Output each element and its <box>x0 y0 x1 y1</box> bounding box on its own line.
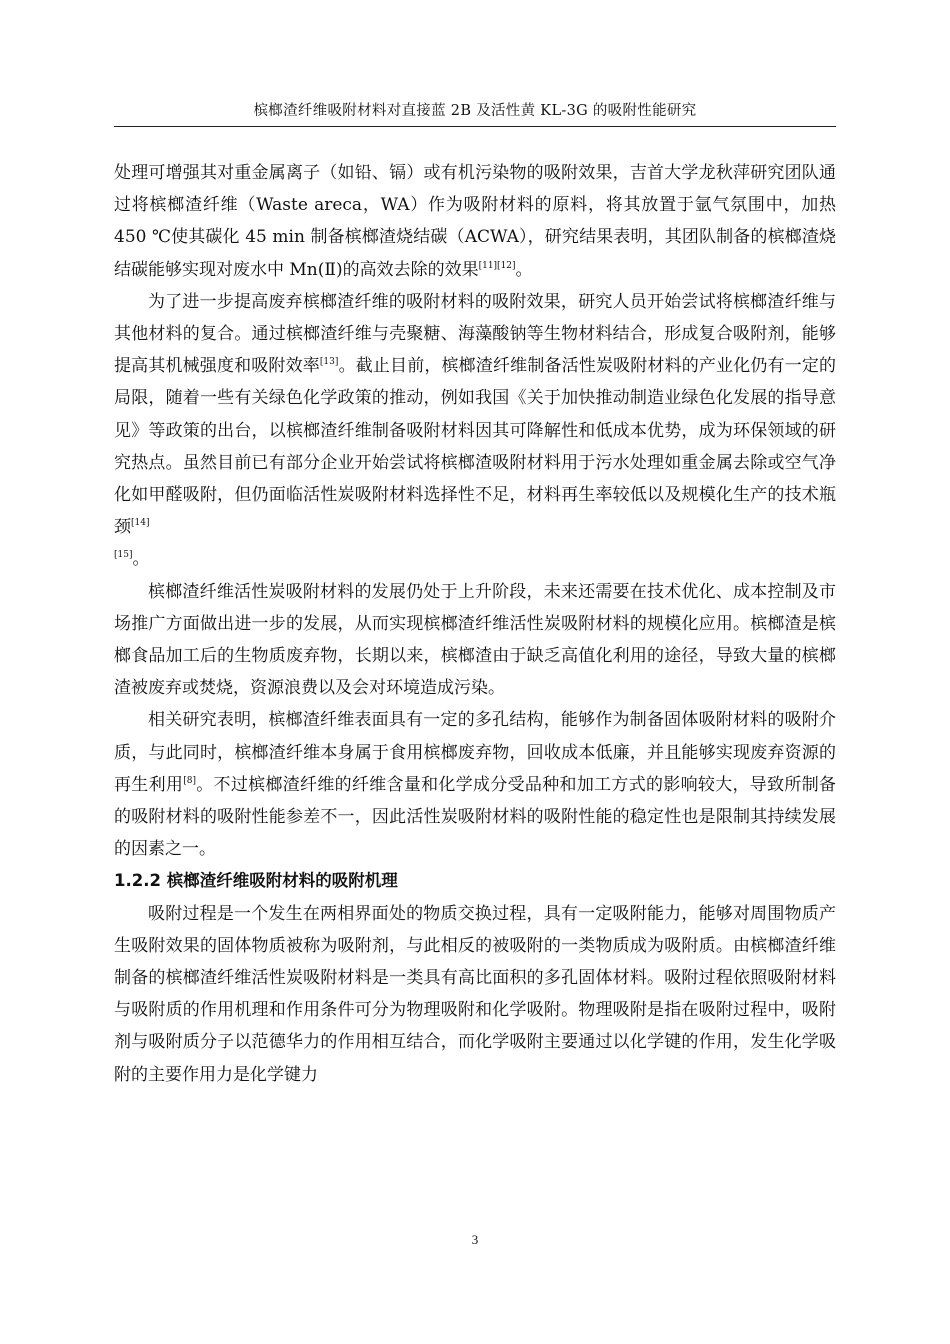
citation: [13] <box>319 357 339 368</box>
page-number: 3 <box>471 1232 479 1247</box>
paragraph <box>114 286 836 576</box>
paragraph-continued <box>114 157 836 286</box>
paragraph: 吸附过程是一个发生在两相界面处的物质交换过程，具有一定吸附能力，能够对周围物质产生吸附效果的固体物质被称为吸附剂，与此相反的被吸附的一类物质成为吸附质。由槟榔渣纤维制备的槟榔渣纤维活性炭吸附材料是一类具有高比面积的多孔固体材料。吸附过程依照吸附材料与吸附质的作用机理和作用条件可分为物理吸附和化学吸附。物理吸附是指在吸附过程中，吸附剂与吸附质分子以范德华力的作用相互结合，而化学吸附主要通过以化学键的作用，发生化学吸附的主要作用力是化学键力 <box>114 903 836 1085</box>
paragraph-text: 为了进一步提高废弃槟榔渣纤维的吸附材料的吸附效果，研究人员开始尝试将槟榔渣纤维与其他材料的复合。通过槟榔渣纤维与壳聚糖、海藻酸钠等生物材料结合，形成复合吸附剂，能够提高其机械强度和吸附效率 <box>114 291 836 377</box>
citation: [14] <box>131 518 150 529</box>
paragraph-text: 槟榔渣纤维活性炭吸附材料的发展仍处于上升阶段，未来还需要在技术优化、成本控制及市场推广方面做出进一步的发展，从而实现槟榔渣纤维活性炭吸附材料的规模化应用。槟榔渣是槟榔食品加工后的生物质废弃物，长期以来，槟榔渣由于缺乏高值化利用的途径，导致大量的槟榔渣被废弃或焚烧，资源浪费以及会对环境造成污染。 <box>114 581 836 699</box>
section-heading: 1.2.2 槟榔渣纤维吸附材料的吸附机理 <box>114 871 398 891</box>
paragraph <box>114 704 836 865</box>
citation: [8] <box>183 775 196 786</box>
paragraph <box>114 576 836 705</box>
paragraph-text: 。不过槟榔渣纤维的纤维含量和化学成分受品种和加工方式的影响较大，导致所制备的吸附材料的吸附性能参差不一，因此活性炭吸附材料的吸附性能的稳定性也是限制其持续发展的因素之一。 <box>114 774 837 860</box>
paragraph-text: 相关研究表明，槟榔渣纤维表面具有一定的多孔结构，能够作为制备固体吸附材料的吸附介质，与此同时，槟榔渣纤维本身属于食用槟榔废弃物，回收成本低廉，并且能够实现废弃资源的再生利用 <box>114 710 836 795</box>
citation: [11][12] <box>478 260 516 271</box>
paragraph-text: 。截止目前，槟榔渣纤维制备活性炭吸附材料的产业化仍有一定的局限，随着一些有关绿色化学政策的推动，例如我国《关于加快推动制造业绿色化发展的指导意见》等政策的出台，以槟榔渣纤维制备吸附材料因其可降解性和低成本优势，成为环保领域的研究热点。虽然目前已有部分企业开始尝试将槟榔渣吸附材料用于污水处理如重金属去除或空气净化如甲醛吸附，但仍面临活性炭吸附材料选择性不足，材料再生率较低以及规模化生产的技术瓶颈 <box>114 356 837 538</box>
citation: [15] <box>114 550 133 561</box>
running-header: 槟榔渣纤维吸附材料对直接蓝 2B 及活性黄 KL-3G 的吸附性能研究 <box>253 103 697 119</box>
paragraph-text: 处理可增强其对重金属离子（如铅、镉）或有机污染物的吸附效果，吉首大学龙秋萍研究团队通过将槟榔渣纤维（Waste areca，WA）作为吸附材料的原料，将其放置于氩气氛围中，加热 450 ℃使其碳化 45 min 制备槟榔渣烧结碳（ACWA），研究结果表明，其团队制备的槟榔渣烧结碳能够实现对废水中 Mn(Ⅱ)的高效去除的效果 <box>114 163 836 280</box>
paragraph-text: 。 <box>515 259 533 280</box>
page-body <box>114 157 836 1091</box>
paragraph-text: 。 <box>132 549 150 570</box>
header-rule <box>114 126 836 127</box>
